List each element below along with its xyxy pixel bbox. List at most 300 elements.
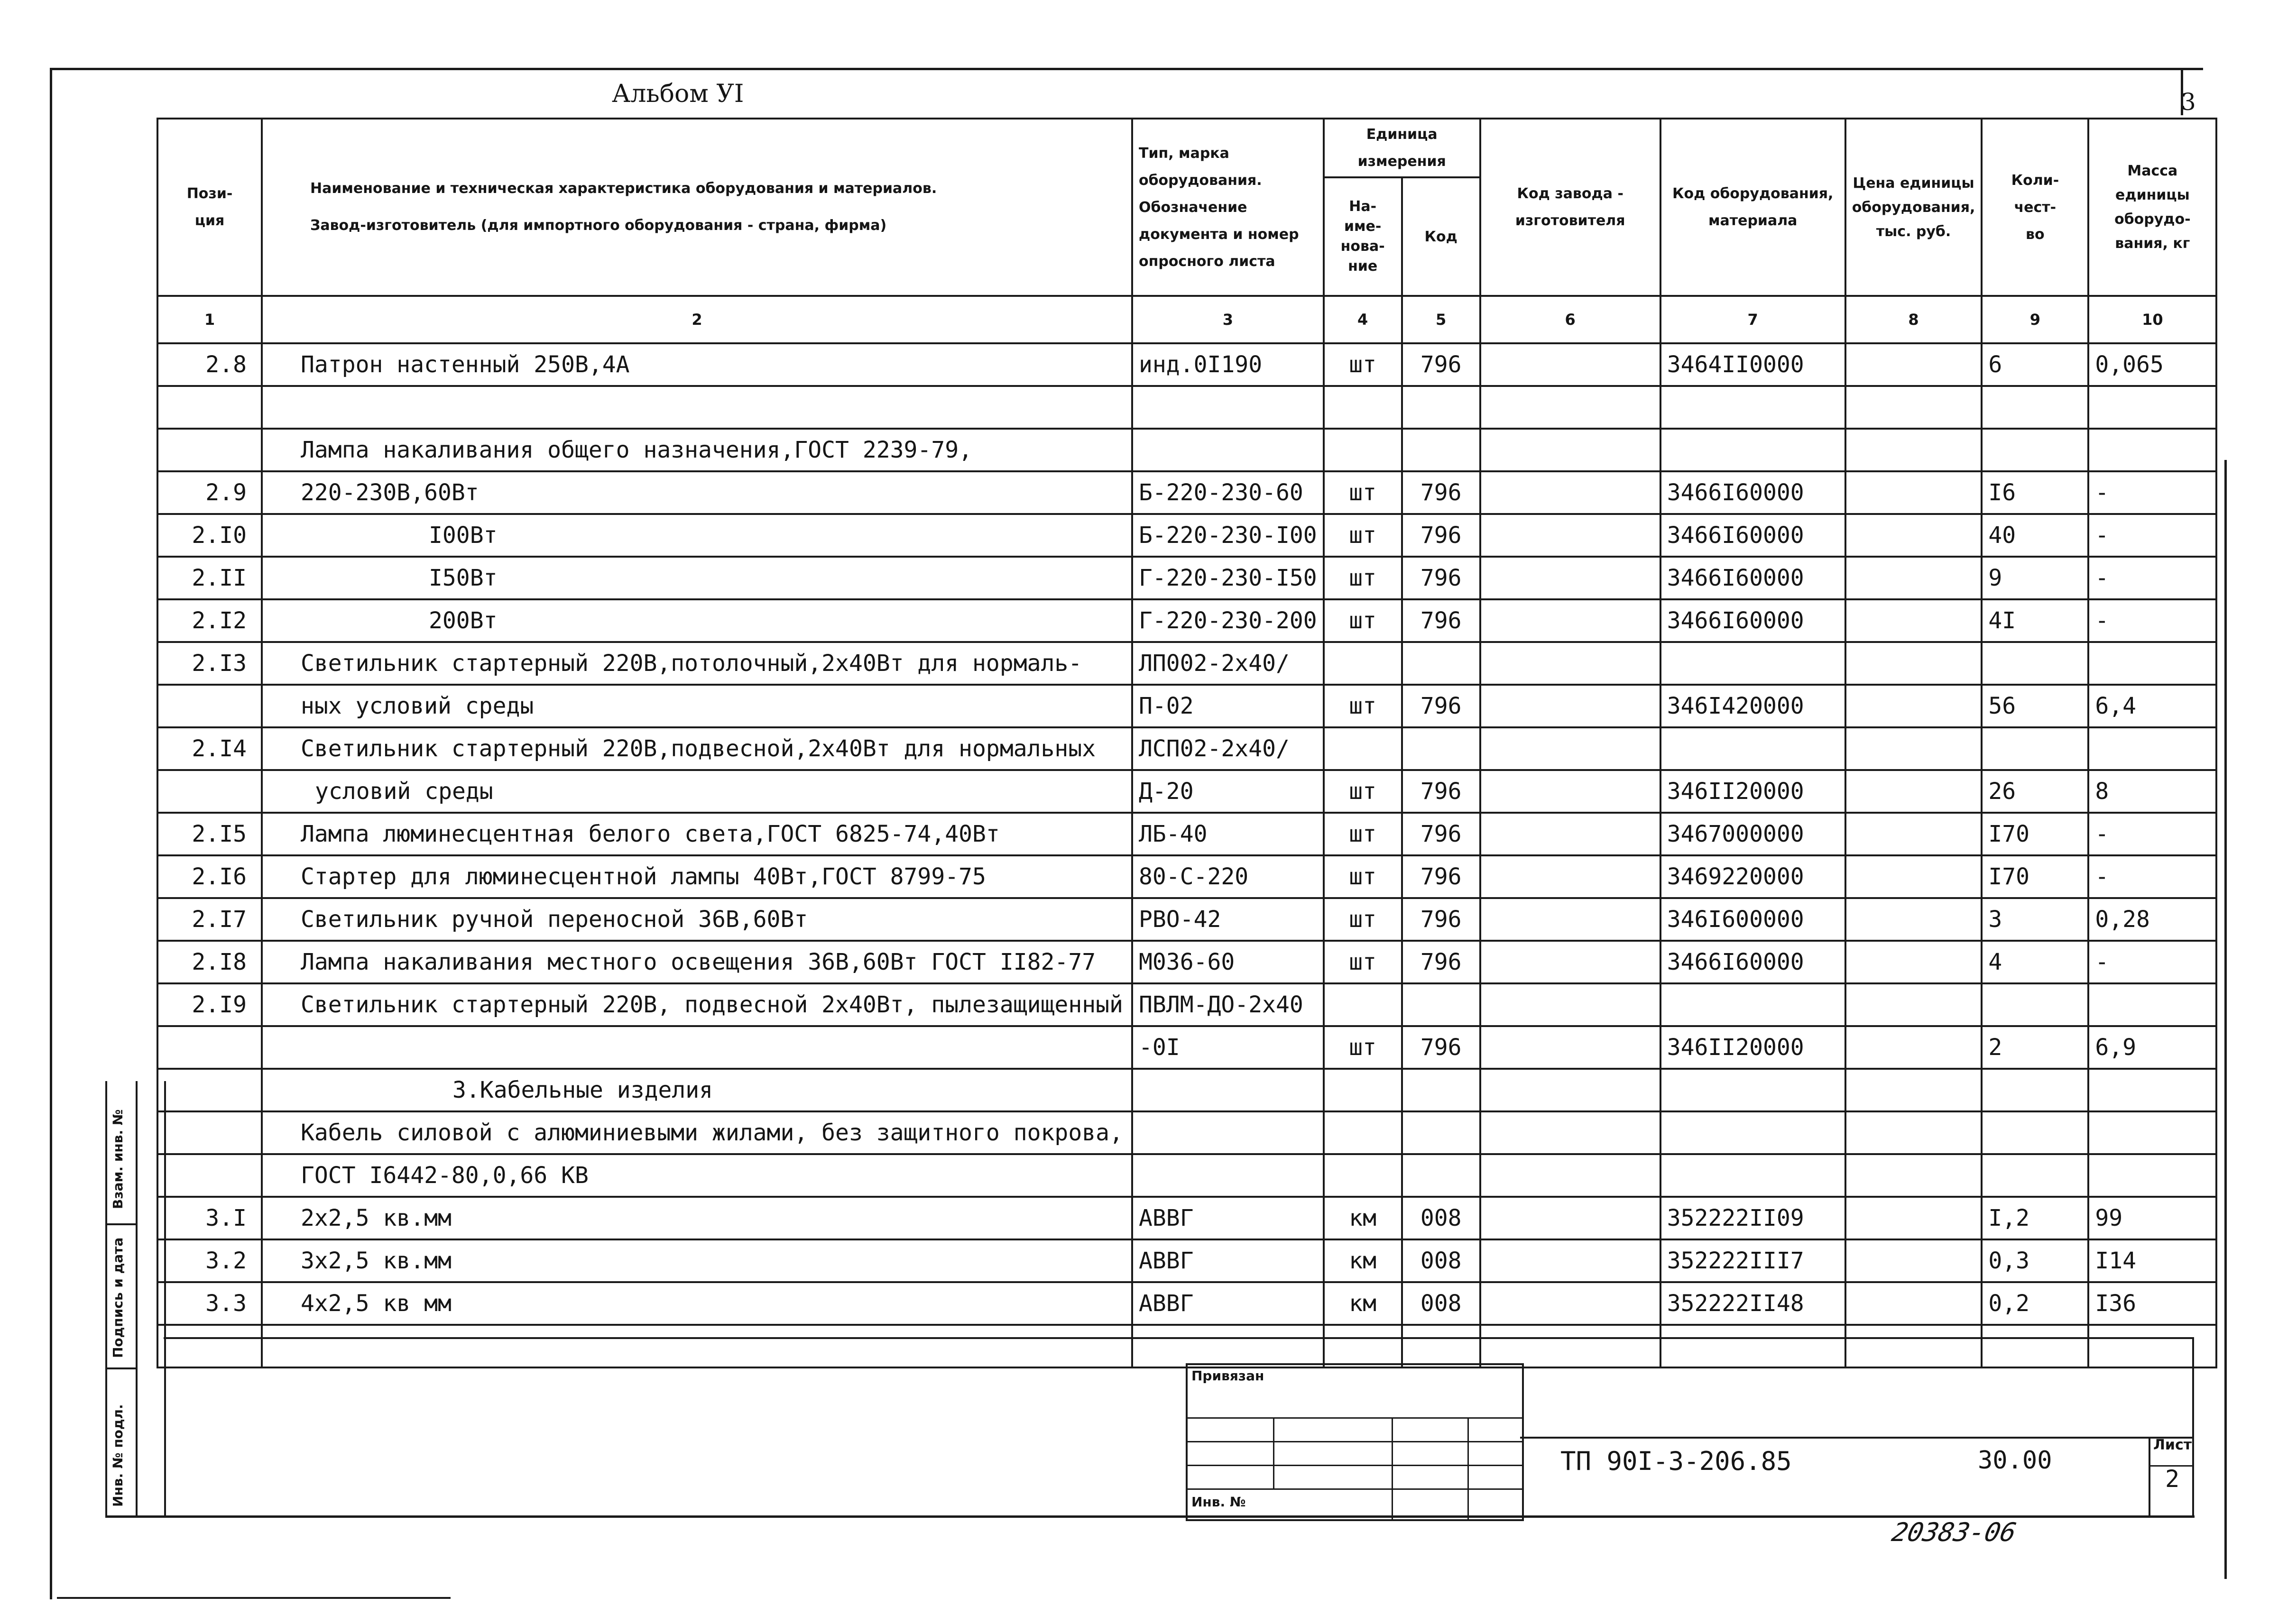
cell-mass [2088, 727, 2216, 770]
cell-type: Д-20 [1132, 770, 1324, 813]
cell-type: ЛБ-40 [1132, 813, 1324, 855]
cell-material-code [1660, 642, 1845, 685]
stamp-line [1188, 1488, 1522, 1490]
cell-position: 3.3 [157, 1282, 262, 1325]
cell-name: I00Вт [262, 514, 1132, 557]
stamp-line [1188, 1465, 1522, 1466]
cell-type: 80-С-220 [1132, 855, 1324, 898]
cell-type: М036-60 [1132, 941, 1324, 983]
cell-name: 2х2,5 кв.мм [262, 1197, 1132, 1239]
cell-type: -0I [1132, 1026, 1324, 1069]
cell-type: РВО-42 [1132, 898, 1324, 941]
cell-material-code: 3464II0000 [1660, 343, 1845, 386]
side-label-replacement: Взам. инв. № [110, 1109, 126, 1209]
cell-mass: - [2088, 813, 2216, 855]
table-row [157, 727, 2216, 770]
footer-top-line [164, 1337, 2194, 1339]
cell-manufacturer-code [1480, 1282, 1660, 1325]
cell-price [1845, 514, 1982, 557]
cell-manufacturer-code [1480, 1026, 1660, 1069]
linking-stamp [1186, 1363, 1524, 1521]
cell-manufacturer-code [1480, 471, 1660, 514]
cell-type: ЛП002-2х40/ [1132, 642, 1324, 685]
cell-unit-name: км [1324, 1197, 1402, 1239]
specification-table [157, 118, 2217, 1368]
cell-unit-code: 008 [1402, 1197, 1480, 1239]
cell-type: АВВГ [1132, 1239, 1324, 1282]
document-code-suffix: 30.00 [1978, 1446, 2052, 1475]
cell-position [157, 1069, 262, 1111]
cell-unit-name: шт [1324, 343, 1402, 386]
cell-name: Светильник стартерный 220В, подвесной 2х40Вт, пылезащищенный [262, 983, 1132, 1026]
col-header-mfr-code: Код завода - изготовителя [1480, 119, 1660, 296]
col-header-unit-name: На- име- нова- ние [1324, 177, 1402, 296]
frame-right [2224, 460, 2227, 1579]
cell-mass: 99 [2088, 1197, 2216, 1239]
cell-quantity: I6 [1982, 471, 2088, 514]
table-row [157, 1239, 2216, 1282]
cell-unit-name: шт [1324, 599, 1402, 642]
cell-material-code: 3466I60000 [1660, 471, 1845, 514]
cell-manufacturer-code [1480, 1111, 1660, 1154]
cell-position [157, 1026, 262, 1069]
cell-position: 2.I7 [157, 898, 262, 941]
table-row [157, 1325, 2216, 1367]
list-label: Лист [2153, 1437, 2192, 1453]
cell-position [157, 770, 262, 813]
cell-price [1845, 642, 1982, 685]
cell-position: 2.I0 [157, 514, 262, 557]
cell-unit-name: км [1324, 1282, 1402, 1325]
cell-material-code: 3469220000 [1660, 855, 1845, 898]
cell-quantity [1982, 1069, 2088, 1111]
cell-unit-code [1402, 429, 1480, 471]
table-row [157, 1069, 2216, 1111]
cell-name: ГОСТ I6442-80,0,66 КВ [262, 1154, 1132, 1197]
col-header-price: Цена единицы оборудования, тыс. руб. [1845, 119, 1982, 296]
cell-unit-code: 796 [1402, 471, 1480, 514]
cell-name: 200Вт [262, 599, 1132, 642]
stamp-vline [1467, 1417, 1469, 1519]
cell-name: условий среды [262, 770, 1132, 813]
cell-type [1132, 1154, 1324, 1197]
cell-material-code: 3466I60000 [1660, 941, 1845, 983]
cell-type: Б-220-230-I00 [1132, 514, 1324, 557]
cell-name: 3х2,5 кв.мм [262, 1239, 1132, 1282]
table-row [157, 898, 2216, 941]
cell-unit-code: 796 [1402, 1026, 1480, 1069]
cell-price [1845, 1239, 1982, 1282]
cell-price [1845, 599, 1982, 642]
cell-name [262, 1026, 1132, 1069]
column-number: 4 [1324, 296, 1402, 343]
cell-position: 3.2 [157, 1239, 262, 1282]
cell-name: Стартер для люминесцентной лампы 40Вт,ГОСТ 8799-75 [262, 855, 1132, 898]
cell-unit-code [1402, 386, 1480, 429]
cell-price [1845, 685, 1982, 727]
table-row [157, 813, 2216, 855]
cell-manufacturer-code [1480, 1069, 1660, 1111]
cell-mass: I36 [2088, 1282, 2216, 1325]
cell-manufacturer-code [1480, 1197, 1660, 1239]
column-number: 5 [1402, 296, 1480, 343]
cell-mass [2088, 386, 2216, 429]
cell-manufacturer-code [1480, 1154, 1660, 1197]
cell-price [1845, 1325, 1982, 1367]
cell-type [1132, 1111, 1324, 1154]
side-cell-2 [107, 1225, 138, 1369]
cell-unit-code: 796 [1402, 343, 1480, 386]
cell-unit-code: 796 [1402, 855, 1480, 898]
cell-quantity: 4 [1982, 941, 2088, 983]
cell-material-code: 346II20000 [1660, 1026, 1845, 1069]
title-block-line [1520, 1437, 2194, 1439]
cell-name: Светильник стартерный 220В,подвесной,2х40Вт для нормальных [262, 727, 1132, 770]
cell-unit-code: 796 [1402, 514, 1480, 557]
cell-unit-name [1324, 386, 1402, 429]
cell-quantity [1982, 386, 2088, 429]
cell-type: Г-220-230-I50 [1132, 557, 1324, 599]
cell-quantity: 4I [1982, 599, 2088, 642]
column-number: 2 [262, 296, 1132, 343]
list-number: 2 [2165, 1465, 2180, 1493]
cell-type: ПВЛМ-ДО-2х40 [1132, 983, 1324, 1026]
cell-unit-code: 796 [1402, 813, 1480, 855]
table-row [157, 685, 2216, 727]
cell-quantity: 40 [1982, 514, 2088, 557]
cell-quantity [1982, 1154, 2088, 1197]
cell-unit-name: шт [1324, 898, 1402, 941]
cell-mass [2088, 1325, 2216, 1367]
cell-material-code: 3466I60000 [1660, 599, 1845, 642]
album-label: Альбом УI [612, 80, 744, 108]
cell-unit-name [1324, 727, 1402, 770]
cell-unit-name: шт [1324, 471, 1402, 514]
col-header-position: Пози- ция [157, 119, 262, 296]
cell-position [157, 429, 262, 471]
table-row [157, 1154, 2216, 1197]
header-row [157, 119, 2216, 177]
cell-material-code: 346II20000 [1660, 770, 1845, 813]
cell-mass [2088, 642, 2216, 685]
cell-unit-code: 008 [1402, 1239, 1480, 1282]
cell-type: П-02 [1132, 685, 1324, 727]
col-header-unit-code: Код [1402, 177, 1480, 296]
frame-bottom [57, 1597, 451, 1599]
table-row [157, 1111, 2216, 1154]
column-number: 10 [2088, 296, 2216, 343]
cell-unit-code: 796 [1402, 685, 1480, 727]
cell-unit-name: шт [1324, 685, 1402, 727]
table-row [157, 1197, 2216, 1239]
cell-name: Лампа люминесцентная белого света,ГОСТ 6825-74,40Вт [262, 813, 1132, 855]
cell-unit-code [1402, 642, 1480, 685]
approval-strip [105, 1081, 166, 1517]
table-row [157, 429, 2216, 471]
cell-name: Кабель силовой с алюминиевыми жилами, без защитного покрова, [262, 1111, 1132, 1154]
cell-manufacturer-code [1480, 983, 1660, 1026]
cell-unit-code: 796 [1402, 557, 1480, 599]
col-header-mass: Масса единицы оборудо-вания, кг [2088, 119, 2216, 296]
cell-material-code [1660, 1325, 1845, 1367]
cell-mass: I14 [2088, 1239, 2216, 1282]
cell-position: 2.I3 [157, 642, 262, 685]
cell-unit-name: шт [1324, 1026, 1402, 1069]
cell-manufacturer-code [1480, 855, 1660, 898]
column-number: 6 [1480, 296, 1660, 343]
cell-unit-name: км [1324, 1239, 1402, 1282]
cell-quantity [1982, 642, 2088, 685]
cell-mass: 0,065 [2088, 343, 2216, 386]
cell-material-code: 352222II48 [1660, 1282, 1845, 1325]
cell-name: 3.Кабельные изделия [262, 1069, 1132, 1111]
cell-price [1845, 1111, 1982, 1154]
cell-manufacturer-code [1480, 685, 1660, 727]
cell-quantity: I70 [1982, 855, 2088, 898]
cell-mass: - [2088, 471, 2216, 514]
cell-position [157, 386, 262, 429]
cell-name: Лампа накаливания местного освещения 36В,60Вт ГОСТ II82-77 [262, 941, 1132, 983]
col-header-quantity: Коли- чест- во [1982, 119, 2088, 296]
cell-name: Патрон настенный 250В,4А [262, 343, 1132, 386]
cell-manufacturer-code [1480, 599, 1660, 642]
cell-quantity [1982, 1325, 2088, 1367]
cell-unit-code [1402, 1154, 1480, 1197]
stamp-linked-label: Привязан [1191, 1368, 1264, 1384]
stamp-vline [1392, 1417, 1393, 1519]
cell-manufacturer-code [1480, 898, 1660, 941]
column-number: 8 [1845, 296, 1982, 343]
cell-type: Г-220-230-200 [1132, 599, 1324, 642]
cell-price [1845, 1282, 1982, 1325]
cell-quantity: 56 [1982, 685, 2088, 727]
cell-quantity: I,2 [1982, 1197, 2088, 1239]
cell-position: 2.8 [157, 343, 262, 386]
cell-price [1845, 386, 1982, 429]
cell-quantity: 9 [1982, 557, 2088, 599]
footer-bottom-line [105, 1515, 2195, 1518]
frame-left [50, 68, 52, 1599]
table-row [157, 386, 2216, 429]
cell-manufacturer-code [1480, 514, 1660, 557]
cell-mass [2088, 1069, 2216, 1111]
cell-name: ных условий среды [262, 685, 1132, 727]
cell-material-code: 352222II09 [1660, 1197, 1845, 1239]
cell-price [1845, 1154, 1982, 1197]
table-row [157, 983, 2216, 1026]
cell-position: 2.I4 [157, 727, 262, 770]
cell-unit-name [1324, 1325, 1402, 1367]
cell-manufacturer-code [1480, 429, 1660, 471]
cell-type [1132, 429, 1324, 471]
side-cell-3 [107, 1369, 138, 1515]
cell-position: 2.I5 [157, 813, 262, 855]
cell-mass: 6,9 [2088, 1026, 2216, 1069]
cell-unit-code: 796 [1402, 770, 1480, 813]
cell-quantity: 3 [1982, 898, 2088, 941]
cell-position: 2.9 [157, 471, 262, 514]
cell-mass: - [2088, 557, 2216, 599]
cell-material-code [1660, 1111, 1845, 1154]
cell-unit-code: 796 [1402, 941, 1480, 983]
cell-price [1845, 813, 1982, 855]
cell-manufacturer-code [1480, 343, 1660, 386]
cell-manufacturer-code [1480, 941, 1660, 983]
cell-material-code: 3467000000 [1660, 813, 1845, 855]
cell-name: Светильник ручной переносной 36В,60Вт [262, 898, 1132, 941]
cell-name: 4х2,5 кв мм [262, 1282, 1132, 1325]
cell-price [1845, 941, 1982, 983]
table-row [157, 855, 2216, 898]
cell-unit-name [1324, 1069, 1402, 1111]
cell-type [1132, 1325, 1324, 1367]
cell-manufacturer-code [1480, 1239, 1660, 1282]
cell-quantity: 26 [1982, 770, 2088, 813]
cell-unit-name: шт [1324, 855, 1402, 898]
cell-manufacturer-code [1480, 727, 1660, 770]
table-row [157, 941, 2216, 983]
col-header-name [262, 119, 1132, 296]
cell-manufacturer-code [1480, 770, 1660, 813]
table-row [157, 557, 2216, 599]
cell-unit-name: шт [1324, 557, 1402, 599]
cell-position: 3.I [157, 1197, 262, 1239]
cell-manufacturer-code [1480, 1325, 1660, 1367]
cell-price [1845, 343, 1982, 386]
cell-type: АВВГ [1132, 1282, 1324, 1325]
cell-name: Лампа накаливания общего назначения,ГОСТ 2239-79, [262, 429, 1132, 471]
cell-position: 2.I9 [157, 983, 262, 1026]
cell-material-code [1660, 1154, 1845, 1197]
document-code: ТП 90I-3-206.85 [1560, 1446, 1792, 1476]
col-header-type: Тип, марка оборудования. Обозначение документа и номер опросного листа [1132, 119, 1324, 296]
table-row [157, 1026, 2216, 1069]
column-number-row [157, 296, 2216, 343]
cell-manufacturer-code [1480, 642, 1660, 685]
cell-quantity: 0,2 [1982, 1282, 2088, 1325]
cell-material-code: 346I600000 [1660, 898, 1845, 941]
cell-position [157, 1325, 262, 1367]
cell-unit-code: 796 [1402, 898, 1480, 941]
cell-quantity: I70 [1982, 813, 2088, 855]
cell-price [1845, 1026, 1982, 1069]
cell-quantity [1982, 983, 2088, 1026]
stamp-line [1188, 1441, 1522, 1442]
stamp-inventory-label: Инв. № [1191, 1494, 1246, 1510]
side-label-inventory: Инв. № подл. [110, 1404, 126, 1507]
cell-price [1845, 429, 1982, 471]
table-row [157, 514, 2216, 557]
col-header-material-code: Код оборудования, материала [1660, 119, 1845, 296]
stamp-line [1188, 1417, 1522, 1419]
cell-name: I50Вт [262, 557, 1132, 599]
cell-position [157, 685, 262, 727]
cell-unit-name [1324, 642, 1402, 685]
cell-material-code: 346I420000 [1660, 685, 1845, 727]
cell-position: 2.I6 [157, 855, 262, 898]
column-number: 9 [1982, 296, 2088, 343]
cell-unit-name [1324, 429, 1402, 471]
cell-unit-code [1402, 983, 1480, 1026]
cell-mass: 8 [2088, 770, 2216, 813]
cell-quantity: 6 [1982, 343, 2088, 386]
cell-position: 2.II [157, 557, 262, 599]
archive-number: 20383-06 [1889, 1517, 2019, 1547]
cell-type: ЛСП02-2х40/ [1132, 727, 1324, 770]
cell-quantity: 0,3 [1982, 1239, 2088, 1282]
cell-type: Б-220-230-60 [1132, 471, 1324, 514]
cell-unit-name: шт [1324, 813, 1402, 855]
side-label-signature: Подпись и дата [110, 1237, 126, 1358]
cell-unit-name [1324, 1111, 1402, 1154]
side-cell-1 [107, 1081, 138, 1225]
cell-unit-name: шт [1324, 941, 1402, 983]
table-row [157, 642, 2216, 685]
column-number: 3 [1132, 296, 1324, 343]
cell-manufacturer-code [1480, 813, 1660, 855]
cell-unit-code: 008 [1402, 1282, 1480, 1325]
cell-quantity: 2 [1982, 1026, 2088, 1069]
cell-unit-code [1402, 1111, 1480, 1154]
cell-position: 2.I8 [157, 941, 262, 983]
stamp-vline [1273, 1417, 1274, 1488]
sheet-number: 3 [2181, 88, 2196, 116]
cell-mass [2088, 1154, 2216, 1197]
cell-mass [2088, 429, 2216, 471]
cell-position [157, 1154, 262, 1197]
cell-material-code: 3466I60000 [1660, 514, 1845, 557]
cell-mass [2088, 983, 2216, 1026]
cell-type [1132, 1069, 1324, 1111]
cell-position [157, 1111, 262, 1154]
cell-price [1845, 727, 1982, 770]
cell-name: 220-230В,60Вт [262, 471, 1132, 514]
cell-type: инд.0I190 [1132, 343, 1324, 386]
cell-price [1845, 983, 1982, 1026]
cell-mass: - [2088, 855, 2216, 898]
cell-mass: 0,28 [2088, 898, 2216, 941]
table-row [157, 1282, 2216, 1325]
cell-unit-name [1324, 1154, 1402, 1197]
cell-unit-code [1402, 1069, 1480, 1111]
cell-quantity [1982, 1111, 2088, 1154]
cell-quantity [1982, 429, 2088, 471]
col-header-unit: Единица измерения [1324, 119, 1480, 177]
cell-material-code [1660, 727, 1845, 770]
cell-manufacturer-code [1480, 386, 1660, 429]
cell-mass: - [2088, 941, 2216, 983]
cell-position: 2.I2 [157, 599, 262, 642]
cell-name: Светильник стартерный 220В,потолочный,2х40Вт для нормаль- [262, 642, 1132, 685]
cell-price [1845, 471, 1982, 514]
table-row [157, 770, 2216, 813]
cell-unit-name: шт [1324, 514, 1402, 557]
cell-material-code: 352222III7 [1660, 1239, 1845, 1282]
cell-type [1132, 386, 1324, 429]
cell-unit-code [1402, 727, 1480, 770]
table-row [157, 343, 2216, 386]
column-number: 7 [1660, 296, 1845, 343]
table-row [157, 599, 2216, 642]
cell-mass: 6,4 [2088, 685, 2216, 727]
cell-mass: - [2088, 514, 2216, 557]
cell-quantity [1982, 727, 2088, 770]
column-number: 1 [157, 296, 262, 343]
cell-name [262, 1325, 1132, 1367]
cell-name [262, 386, 1132, 429]
cell-unit-name [1324, 983, 1402, 1026]
cell-unit-code [1402, 1325, 1480, 1367]
